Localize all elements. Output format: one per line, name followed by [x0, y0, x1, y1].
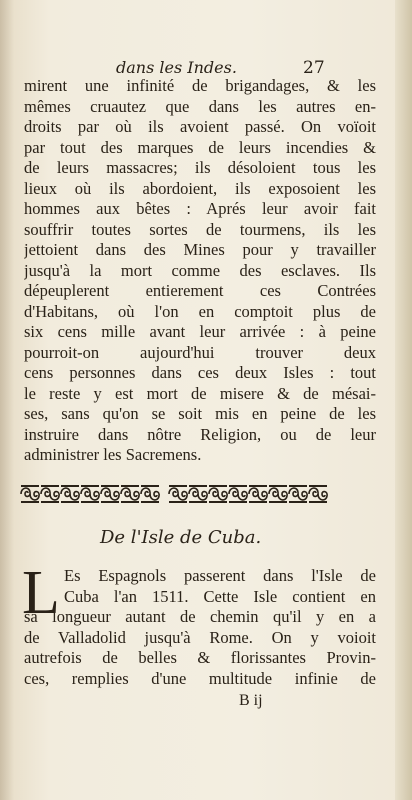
text-line: ces, remplies d'une multitude infinie de	[24, 668, 376, 688]
ornament-unit	[269, 485, 287, 503]
text-line: dépeuplerent entierement ces Contrées	[24, 281, 376, 300]
paragraph-1	[24, 76, 376, 466]
ornament-unit	[169, 485, 187, 503]
text-line: de leurs massacres; ils désoloient tous les	[24, 158, 376, 177]
ornament-unit	[41, 485, 59, 503]
text-line: hommes aux bêtes : Aprés leur avoir fait	[24, 199, 376, 218]
page-number: 27	[303, 58, 325, 78]
text-line: lieux où ils abordoient, ils exposoient les	[24, 178, 376, 198]
ornament-unit	[209, 485, 227, 503]
text-line: ses, sans qu'on se soit mis en peine de les	[24, 404, 376, 423]
text-line: Cuba l'an 1511. Cette Isle contient en	[64, 586, 376, 606]
running-title: dans les Indes.	[116, 58, 237, 77]
ornament-unit	[249, 485, 267, 503]
ornament-unit	[21, 485, 39, 503]
paragraph-2	[22, 559, 376, 689]
ornament-unit	[81, 485, 99, 503]
text-line: jettoient dans des Mines pour y travailler	[24, 240, 376, 259]
signature-mark: B ij	[239, 692, 263, 709]
section-title: De l'Isle de Cuba.	[100, 527, 262, 548]
text-line: mirent une infinité de brigandages, & les	[24, 76, 376, 95]
text-line: par tout des marques de leurs incendies &	[24, 137, 376, 157]
text-line: instruire dans nôtre Religion, ou de leur	[24, 424, 376, 444]
text-line: d'Habitans, où l'on en comptoit plus de	[24, 301, 376, 321]
ornament-unit	[61, 485, 79, 503]
ornament-band	[20, 482, 328, 506]
ornament-unit	[229, 485, 247, 503]
text-line: administrer les Sacremens.	[24, 445, 202, 464]
gutter-shadow	[0, 0, 14, 800]
text-line: le reste y est mort de misere & de mésai-	[24, 383, 376, 403]
ornament-unit	[309, 485, 327, 503]
text-line: droits par où ils avoient passé. On voïoit	[24, 117, 376, 136]
page-edge	[395, 0, 412, 800]
ornament-unit	[289, 485, 307, 503]
text-line: de Valladolid jusqu'à Rome. On y voioit	[24, 627, 376, 647]
text-line: autrefois de belles & florissantes Provin-	[24, 648, 376, 667]
ornament-unit	[101, 485, 119, 503]
ornament-unit	[189, 485, 207, 503]
drop-cap: L	[22, 559, 60, 627]
text-line: jusqu'à la mort comme des esclaves. Ils	[24, 260, 376, 280]
text-line: Es Espagnols passerent dans l'Isle de	[64, 566, 376, 585]
text-line: six cens mille avant leur arrivée : à peine	[24, 322, 376, 341]
ornament-unit	[121, 485, 139, 503]
text-line: cens personnes dans ces deux Isles : tout	[24, 363, 376, 382]
text-line: pourroit-on aujourd'hui trouver deux	[24, 342, 376, 362]
ornament-unit	[141, 485, 159, 503]
text-line: sa longueur autant de chemin qu'il y en a	[24, 607, 376, 626]
text-line: souffrir toutes sortes de tourmens, ils les	[24, 219, 376, 239]
text-line: mêmes cruautez que dans les autres en-	[24, 96, 376, 116]
